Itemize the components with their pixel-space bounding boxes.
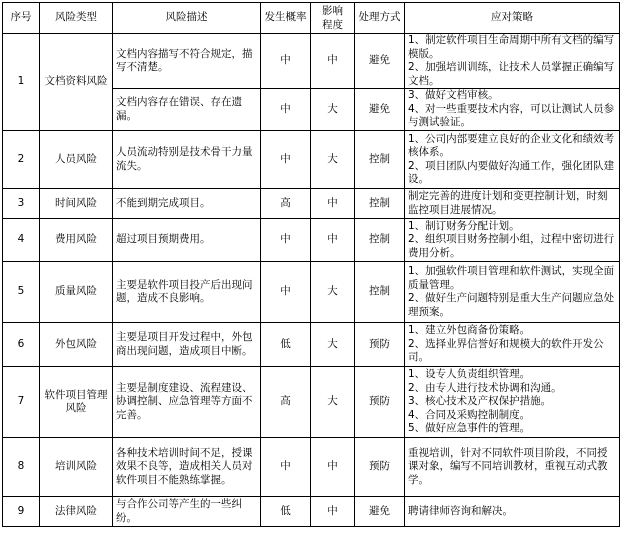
row-impact: 中	[311, 219, 355, 262]
row-desc: 人员流动特别是技术骨干力量流失。	[113, 131, 261, 189]
row-impact: 中	[311, 438, 355, 497]
strategy-line: 2、由专人进行技术协调和沟通。	[408, 381, 562, 394]
table-row	[3, 367, 620, 438]
row-type: 软件项目管理风险	[40, 367, 113, 438]
strategy-line: 3、做好文档审核。	[408, 89, 499, 102]
row-strategy	[405, 367, 620, 438]
strategy-line: 聘请律师咨询和解决。	[408, 504, 513, 517]
strategy-line: 4、对一些重要技术内容，可以让测试人员参与测试验证。	[408, 102, 615, 129]
strategy-line: 1、制订财务分配计划。	[408, 219, 520, 232]
row-no: 5	[3, 262, 40, 323]
row-strategy	[405, 131, 620, 189]
row-desc: 与合作公司等产生的一些纠纷。	[113, 497, 261, 527]
row-strategy	[405, 89, 620, 131]
row-method: 控制	[355, 131, 405, 189]
row-no: 9	[3, 497, 40, 527]
strategy-line: 1、加强软件项目管理和软件测试，实现全面质量管理。	[408, 265, 615, 291]
header-method: 处理方式	[355, 3, 405, 34]
row-type: 人员风险	[40, 131, 113, 189]
row-impact: 中	[311, 497, 355, 527]
strategy-line: 3、核心技术及产权保护措施。	[408, 395, 552, 408]
row-impact: 大	[311, 323, 355, 367]
row-impact: 大	[311, 131, 355, 189]
row-prob: 高	[261, 367, 311, 438]
row-method: 预防	[355, 323, 405, 367]
row-prob: 低	[261, 323, 311, 367]
header-prob: 发生概率	[261, 3, 311, 34]
table-row	[3, 323, 620, 367]
row-impact: 大	[311, 89, 355, 131]
row-type: 法律风险	[40, 497, 113, 527]
row-no: 6	[3, 323, 40, 367]
row-impact: 大	[311, 262, 355, 323]
row-desc: 主要是项目开发过程中，外包商出现问题，造成项目中断。	[113, 323, 261, 367]
header-desc: 风险描述	[113, 3, 261, 34]
table-row	[3, 438, 620, 497]
strategy-line: 4、合同及采购控制制度。	[408, 408, 531, 421]
row-strategy	[405, 323, 620, 367]
strategy-line: 1、设专人负责组织管理。	[408, 368, 531, 381]
table-row	[3, 262, 620, 323]
row-method: 避免	[355, 497, 405, 527]
row-prob: 中	[261, 262, 311, 323]
row-desc: 主要是制度建设、流程建设、协调控制、应急管理等方面不完善。	[113, 367, 261, 438]
header-type: 风险类型	[40, 3, 113, 34]
row-strategy	[405, 219, 620, 262]
strategy-line: 2、组织项目财务控制小组，过程中密切进行费用分析。	[408, 233, 615, 259]
row-no: 3	[3, 189, 40, 219]
row-desc: 不能到期完成项目。	[113, 189, 261, 219]
header-no: 序号	[3, 3, 40, 34]
row-desc: 文档内容存在错误、存在遗漏。	[113, 89, 261, 131]
row-method: 预防	[355, 438, 405, 497]
strategy-line: 1、公司内部要建立良好的企业文化和绩效考核体系。	[408, 132, 615, 158]
row-strategy	[405, 262, 620, 323]
table-row	[3, 189, 620, 219]
row-prob: 低	[261, 497, 311, 527]
header-impact: 影响程度	[311, 3, 355, 34]
row-type: 质量风险	[40, 262, 113, 323]
row-strategy	[405, 497, 620, 527]
row-prob: 高	[261, 189, 311, 219]
row-method: 预防	[355, 367, 405, 438]
row-no: 8	[3, 438, 40, 497]
row-impact: 中	[311, 189, 355, 219]
row-desc: 文档内容描写不符合规定，描写不清楚。	[113, 34, 261, 89]
table-row	[3, 34, 620, 89]
row-impact: 中	[311, 34, 355, 89]
row-type: 外包风险	[40, 323, 113, 367]
row-prob: 中	[261, 34, 311, 89]
row-impact: 大	[311, 367, 355, 438]
row-strategy	[405, 34, 620, 89]
strategy-line: 2、选择业界信誉好和规模大的软件开发公司。	[408, 337, 604, 364]
strategy-line: 2、加强培训训练，让技术人员掌握正确编写文档。	[408, 61, 615, 87]
strategy-line: 2、做好生产问题特别是重大生产问题应急处理预案。	[408, 292, 615, 318]
row-prob: 中	[261, 438, 311, 497]
row-method: 控制	[355, 262, 405, 323]
table-row	[3, 131, 620, 189]
row-method: 避免	[355, 89, 405, 131]
row-desc: 主要是软件项目投产后出现问题，造成不良影响。	[113, 262, 261, 323]
header-strategy: 应对策略	[405, 3, 620, 34]
strategy-line: 5、做好应急事件的管理。	[408, 422, 531, 435]
row-prob: 中	[261, 219, 311, 262]
strategy-line: 1、建立外包商备份策略。	[408, 324, 531, 337]
strategy-line: 2、项目团队内要做好沟通工作，强化团队建设。	[408, 159, 615, 185]
row-method: 控制	[355, 189, 405, 219]
table-row	[3, 497, 620, 527]
row-prob: 中	[261, 131, 311, 189]
row-method: 控制	[355, 219, 405, 262]
row-no: 4	[3, 219, 40, 262]
strategy-line: 1、制定软件项目生命周期中所有文档的编写模版。	[408, 34, 615, 60]
risk-table	[2, 2, 620, 527]
row-type: 培训风险	[40, 438, 113, 497]
row-prob: 中	[261, 89, 311, 131]
row-no: 7	[3, 367, 40, 438]
row-method: 避免	[355, 34, 405, 89]
row-type: 费用风险	[40, 219, 113, 262]
row-type: 时间风险	[40, 189, 113, 219]
row-desc: 超过项目预期费用。	[113, 219, 261, 262]
table-row	[3, 219, 620, 262]
row-desc: 各种技术培训时间不足，授课效果不良等，造成相关人员对软件项目不能熟练掌握。	[113, 438, 261, 497]
strategy-line: 制定完善的进度计划和变更控制计划，时刻监控项目进展情况。	[408, 190, 608, 216]
strategy-line: 重视培训，针对不同软件项目阶段，不同授课对象，编写不同培训教材，重视互动式教学。	[408, 446, 608, 486]
row-no: 2	[3, 131, 40, 189]
row-type: 文档资料风险	[40, 34, 113, 131]
row-strategy	[405, 189, 620, 219]
header-row	[3, 3, 620, 34]
row-no: 1	[3, 34, 40, 131]
row-strategy	[405, 438, 620, 497]
